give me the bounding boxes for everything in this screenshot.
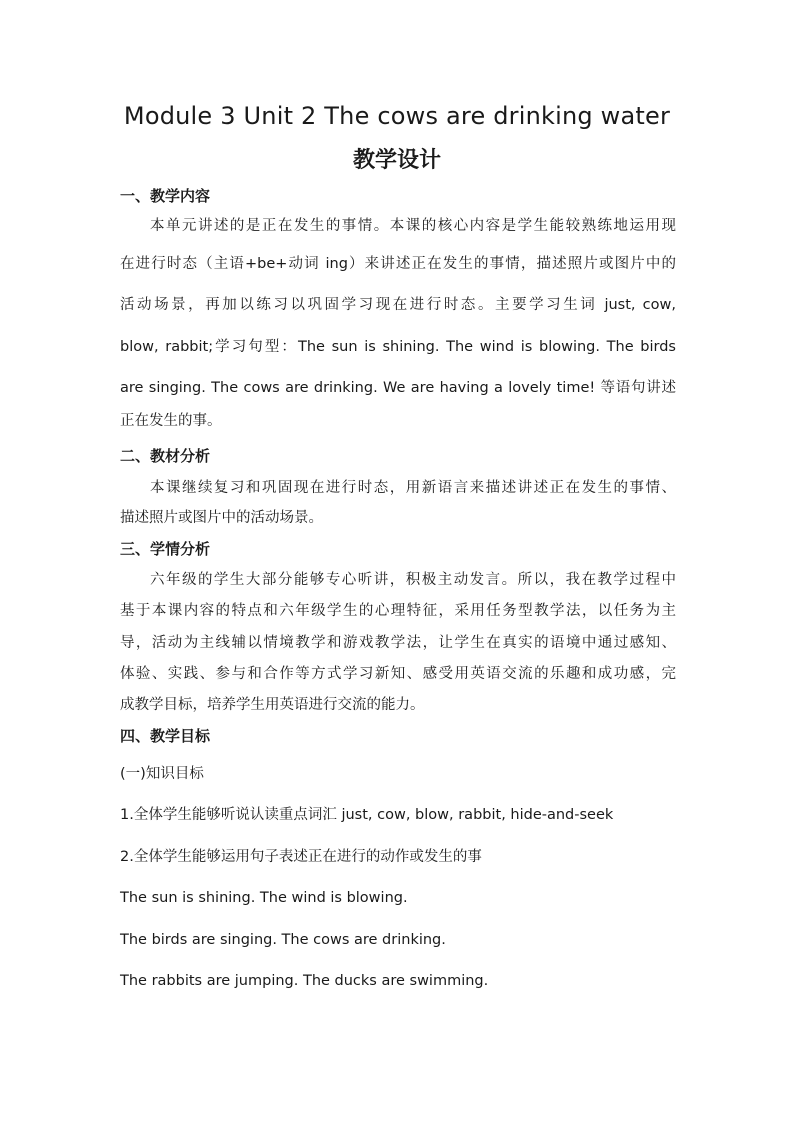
paragraph-line: 在进行时态（主语+be+动词 ing）来讲述正在发生的事情，描述照片或图片中的 (120, 256, 676, 272)
section-heading-students: 三、学情分析 (120, 540, 211, 558)
paragraph-line: 基于本课内容的特点和六年级学生的心理特征，采用任务型教学法，以任务为主 (120, 603, 676, 619)
paragraph-line: 导，活动为主线辅以情境教学和游戏教学法，让学生在真实的语境中通过感知、 (120, 635, 676, 651)
example-sentence: The rabbits are jumping. The ducks are swimming. (120, 973, 489, 989)
objective-item: 2.全体学生能够运用句子表述正在进行的动作或发生的事 (120, 849, 482, 865)
paragraph-line: 正在发生的事。 (120, 413, 222, 429)
paragraph-line: 本单元讲述的是正在发生的事情。本课的核心内容是学生能较熟练地运用现 (150, 218, 676, 234)
paragraph-line: are singing. The cows are drinking. We are having a lovely time! 等语句讲述 (120, 380, 676, 396)
paragraph-line: 体验、实践、参与和合作等方式学习新知、感受用英语交流的乐趣和成功感，完 (120, 666, 676, 682)
section-heading-content: 一、教学内容 (120, 187, 211, 205)
paragraph-line: 活动场景，再加以练习以巩固学习现在进行时态。主要学习生词 just, cow, (120, 297, 676, 313)
paragraph-line: 六年级的学生大部分能够专心听讲，积极主动发言。所以，我在教学过程中 (150, 572, 676, 588)
title-english: Module 3 Unit 2 The cows are drinking water (123, 102, 671, 130)
section-heading-objectives: 四、教学目标 (120, 727, 211, 745)
paragraph-line: 描述照片或图片中的活动场景。 (120, 510, 323, 526)
section-heading-analysis: 二、教材分析 (120, 447, 211, 465)
example-sentence: The birds are singing. The cows are drinking. (120, 932, 446, 948)
title-chinese: 教学设计 (352, 148, 441, 173)
objective-item: 1.全体学生能够听说认读重点词汇 just, cow, blow, rabbit, hide-and-seek (120, 807, 614, 823)
paragraph-line: blow, rabbit;学习句型：The sun is shining. The wind is blowing. The birds (120, 339, 676, 355)
paragraph-line: 成教学目标，培养学生用英语进行交流的能力。 (120, 697, 425, 713)
subheading-knowledge: (一)知识目标 (120, 766, 204, 782)
paragraph-line: 本课继续复习和巩固现在进行时态，用新语言来描述讲述正在发生的事情、 (150, 480, 676, 496)
example-sentence: The sun is shining. The wind is blowing. (120, 890, 408, 906)
